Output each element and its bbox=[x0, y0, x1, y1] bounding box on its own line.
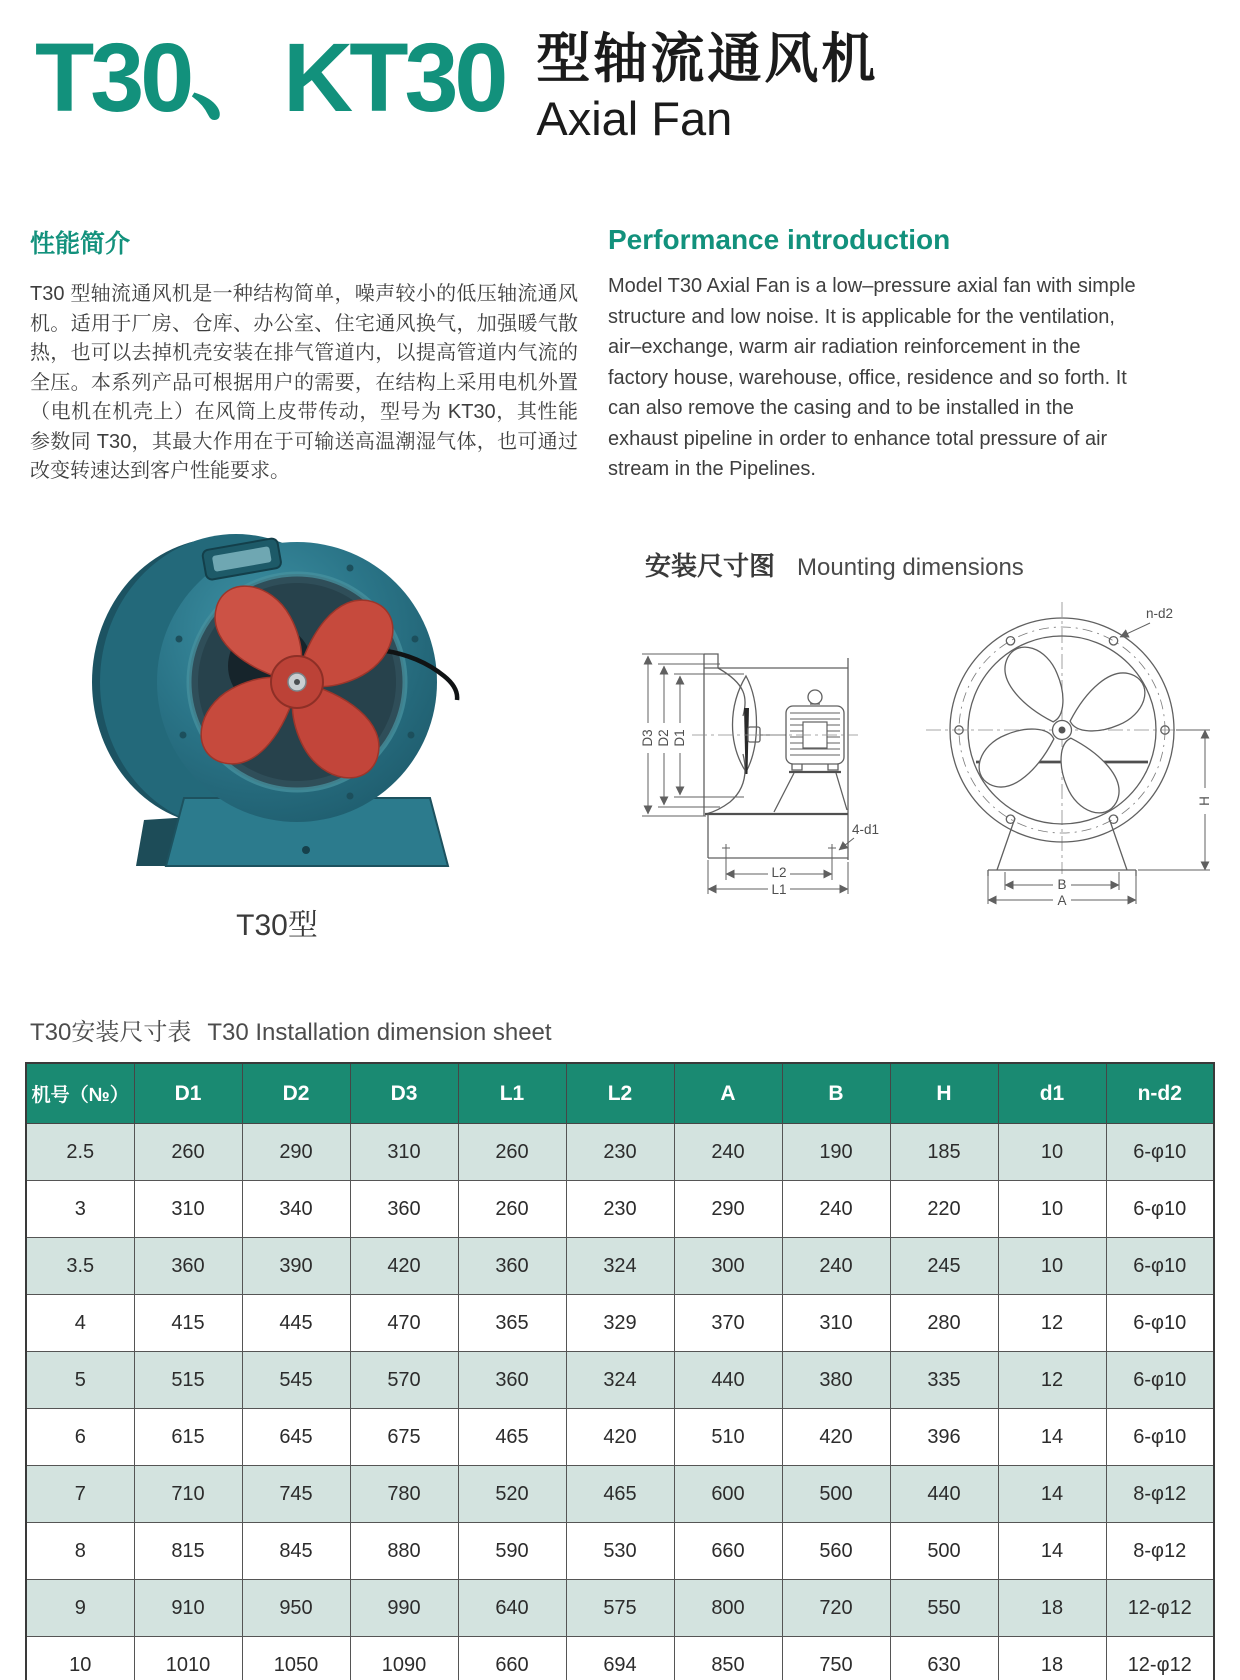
table-cell: 520 bbox=[458, 1466, 566, 1523]
table-cell: 780 bbox=[350, 1466, 458, 1523]
table-cell: 240 bbox=[782, 1181, 890, 1238]
column-header: D1 bbox=[134, 1063, 242, 1124]
table-cell: 260 bbox=[458, 1124, 566, 1181]
column-header: H bbox=[890, 1063, 998, 1124]
table-cell: 1010 bbox=[134, 1637, 242, 1680]
table-cell: 465 bbox=[458, 1409, 566, 1466]
column-header: B bbox=[782, 1063, 890, 1124]
table-row bbox=[26, 1637, 1214, 1680]
mounting-heading-en: Mounting dimensions bbox=[797, 554, 1024, 581]
table-cell: 280 bbox=[890, 1295, 998, 1352]
table-cell: 190 bbox=[782, 1124, 890, 1181]
table-cell: 324 bbox=[566, 1352, 674, 1409]
table-cell: 185 bbox=[890, 1124, 998, 1181]
dim-label-l1: L1 bbox=[771, 882, 787, 896]
table-cell: 420 bbox=[350, 1238, 458, 1295]
dim-label-b: B bbox=[1057, 877, 1067, 892]
dim-label-4d1: 4-d1 bbox=[852, 822, 880, 837]
table-cell: 645 bbox=[242, 1409, 350, 1466]
table-cell: 6-φ10 bbox=[1106, 1352, 1214, 1409]
table-cell: 415 bbox=[134, 1295, 242, 1352]
table-cell: 310 bbox=[782, 1295, 890, 1352]
table-cell: 310 bbox=[350, 1124, 458, 1181]
table-cell: 750 bbox=[782, 1637, 890, 1680]
dim-label-d2: D2 bbox=[656, 729, 671, 747]
sheet-title-en: T30 Installation dimension sheet bbox=[207, 1019, 552, 1046]
table-header-row bbox=[26, 1063, 1214, 1124]
table-cell: 10 bbox=[998, 1238, 1106, 1295]
table-cell: 590 bbox=[458, 1523, 566, 1580]
fan-hub bbox=[271, 656, 323, 708]
table-row bbox=[26, 1352, 1214, 1409]
table-cell: 660 bbox=[458, 1637, 566, 1680]
table-cell: 640 bbox=[458, 1580, 566, 1637]
header-subtitle-en: Axial Fan bbox=[536, 92, 733, 145]
photo-caption: T30型 bbox=[236, 909, 318, 942]
table-row bbox=[26, 1238, 1214, 1295]
table-cell: 6-φ10 bbox=[1106, 1295, 1214, 1352]
table-cell: 10 bbox=[998, 1181, 1106, 1238]
table-cell: 710 bbox=[134, 1466, 242, 1523]
table-cell: 850 bbox=[674, 1637, 782, 1680]
table-row bbox=[26, 1466, 1214, 1523]
dim-label-a: A bbox=[1057, 893, 1067, 907]
header-subtitle-cn: 型轴流通风机 bbox=[536, 29, 879, 89]
table-cell: 800 bbox=[674, 1580, 782, 1637]
table-cell: 440 bbox=[890, 1466, 998, 1523]
table-cell: 420 bbox=[566, 1409, 674, 1466]
table-cell: 290 bbox=[674, 1181, 782, 1238]
table-cell: 360 bbox=[134, 1238, 242, 1295]
table-cell: 675 bbox=[350, 1409, 458, 1466]
column-header: A bbox=[674, 1063, 782, 1124]
table-cell: 329 bbox=[566, 1295, 674, 1352]
intro-en-body: Model T30 Axial Fan is a low–pressure axial fan with simple structure and low noise. It is applicable for the ventilation, air–exchange, warm air radiation reinforcement in the factory house, warehouse, office, residence and so forth. It can also remove the casing and to be installed in the exhaust pipeline in order to enhance total pressure of air stream in the Pipelines. bbox=[608, 275, 1136, 480]
table-cell: 396 bbox=[890, 1409, 998, 1466]
mounting-heading bbox=[645, 546, 1024, 583]
dim-label-h: H bbox=[1197, 796, 1212, 806]
table-cell: 18 bbox=[998, 1637, 1106, 1680]
brand-title: T30、KT30 bbox=[35, 23, 505, 132]
table-cell: 365 bbox=[458, 1295, 566, 1352]
installation-table bbox=[25, 1062, 1215, 1680]
column-header: n-d2 bbox=[1106, 1063, 1214, 1124]
table-cell: 360 bbox=[350, 1181, 458, 1238]
table-body bbox=[26, 1124, 1214, 1680]
intro-en-heading: Performance introduction bbox=[608, 224, 951, 255]
table-cell: 12-φ12 bbox=[1106, 1637, 1214, 1680]
table-cell: 370 bbox=[674, 1295, 782, 1352]
sheet-title-cn: T30安装尺寸表 bbox=[30, 1019, 192, 1046]
table-cell: 240 bbox=[782, 1238, 890, 1295]
dim-label-d1: D1 bbox=[672, 729, 687, 747]
table-cell: 745 bbox=[242, 1466, 350, 1523]
side-view-drawing bbox=[596, 596, 908, 896]
table-cell: 845 bbox=[242, 1523, 350, 1580]
intro-cn-heading: 性能简介 bbox=[30, 230, 131, 258]
table-cell: 310 bbox=[134, 1181, 242, 1238]
table-cell: 8 bbox=[26, 1523, 134, 1580]
table-cell: 440 bbox=[674, 1352, 782, 1409]
front-view-drawing bbox=[912, 582, 1237, 907]
table-cell: 470 bbox=[350, 1295, 458, 1352]
table-cell: 550 bbox=[890, 1580, 998, 1637]
fan-base-screw bbox=[302, 846, 310, 854]
table-cell: 1090 bbox=[350, 1637, 458, 1680]
table-cell: 950 bbox=[242, 1580, 350, 1637]
column-header: L1 bbox=[458, 1063, 566, 1124]
table-cell: 6-φ10 bbox=[1106, 1124, 1214, 1181]
table-cell: 360 bbox=[458, 1352, 566, 1409]
table-cell: 290 bbox=[242, 1124, 350, 1181]
intro-en-section bbox=[608, 224, 1136, 485]
table-cell: 230 bbox=[566, 1124, 674, 1181]
table-cell: 12-φ12 bbox=[1106, 1580, 1214, 1637]
table-cell: 600 bbox=[674, 1466, 782, 1523]
table-row bbox=[26, 1523, 1214, 1580]
table-cell: 245 bbox=[890, 1238, 998, 1295]
column-header: D3 bbox=[350, 1063, 458, 1124]
intro-cn-section bbox=[30, 224, 578, 487]
table-cell: 324 bbox=[566, 1238, 674, 1295]
table-cell: 465 bbox=[566, 1466, 674, 1523]
table-cell: 3.5 bbox=[26, 1238, 134, 1295]
column-header: L2 bbox=[566, 1063, 674, 1124]
header-subtitle bbox=[536, 30, 878, 146]
table-cell: 3 bbox=[26, 1181, 134, 1238]
table-cell: 445 bbox=[242, 1295, 350, 1352]
table-cell: 340 bbox=[242, 1181, 350, 1238]
table-cell: 380 bbox=[782, 1352, 890, 1409]
table-cell: 2.5 bbox=[26, 1124, 134, 1181]
product-photo-illustration bbox=[92, 500, 492, 885]
table-cell: 5 bbox=[26, 1352, 134, 1409]
table-cell: 910 bbox=[134, 1580, 242, 1637]
table-cell: 560 bbox=[782, 1523, 890, 1580]
table-cell: 575 bbox=[566, 1580, 674, 1637]
table-cell: 6-φ10 bbox=[1106, 1238, 1214, 1295]
table-cell: 260 bbox=[134, 1124, 242, 1181]
column-header: D2 bbox=[242, 1063, 350, 1124]
table-cell: 570 bbox=[350, 1352, 458, 1409]
table-cell: 14 bbox=[998, 1466, 1106, 1523]
table-row bbox=[26, 1409, 1214, 1466]
table-cell: 6-φ10 bbox=[1106, 1409, 1214, 1466]
dim-label-l2: L2 bbox=[771, 865, 787, 880]
table-row bbox=[26, 1295, 1214, 1352]
table-cell: 10 bbox=[998, 1124, 1106, 1181]
table-cell: 12 bbox=[998, 1352, 1106, 1409]
table-cell: 510 bbox=[674, 1409, 782, 1466]
table-cell: 8-φ12 bbox=[1106, 1466, 1214, 1523]
table-row bbox=[26, 1580, 1214, 1637]
table-cell: 220 bbox=[890, 1181, 998, 1238]
masthead bbox=[35, 18, 878, 146]
table-cell: 990 bbox=[350, 1580, 458, 1637]
table-cell: 390 bbox=[242, 1238, 350, 1295]
mounting-heading-cn: 安装尺寸图 bbox=[645, 551, 776, 581]
table-cell: 18 bbox=[998, 1580, 1106, 1637]
table-cell: 300 bbox=[674, 1238, 782, 1295]
column-header: 机号（№） bbox=[26, 1063, 134, 1124]
table-cell: 335 bbox=[890, 1352, 998, 1409]
table-cell: 545 bbox=[242, 1352, 350, 1409]
dim-label-d3: D3 bbox=[640, 729, 655, 747]
table-cell: 420 bbox=[782, 1409, 890, 1466]
table-cell: 6 bbox=[26, 1409, 134, 1466]
table-cell: 660 bbox=[674, 1523, 782, 1580]
table-cell: 880 bbox=[350, 1523, 458, 1580]
table-cell: 720 bbox=[782, 1580, 890, 1637]
table-cell: 4 bbox=[26, 1295, 134, 1352]
table-cell: 230 bbox=[566, 1181, 674, 1238]
table-cell: 360 bbox=[458, 1238, 566, 1295]
table-cell: 14 bbox=[998, 1409, 1106, 1466]
table-cell: 500 bbox=[890, 1523, 998, 1580]
table-cell: 815 bbox=[134, 1523, 242, 1580]
table-cell: 6-φ10 bbox=[1106, 1181, 1214, 1238]
table-cell: 1050 bbox=[242, 1637, 350, 1680]
table-cell: 630 bbox=[890, 1637, 998, 1680]
table-cell: 8-φ12 bbox=[1106, 1523, 1214, 1580]
table-cell: 14 bbox=[998, 1523, 1106, 1580]
table-cell: 240 bbox=[674, 1124, 782, 1181]
table-cell: 9 bbox=[26, 1580, 134, 1637]
table-row bbox=[26, 1124, 1214, 1181]
dim-label-nd2: n-d2 bbox=[1146, 606, 1174, 621]
table-cell: 7 bbox=[26, 1466, 134, 1523]
table-cell: 694 bbox=[566, 1637, 674, 1680]
intro-cn-body: T30 型轴流通风机是一种结构简单，噪声较小的低压轴流通风机。适用于厂房、仓库、办公室、住宅通风换气，加强暖气散热，也可以去掉机壳安装在排气管道内，以提高管道内气流的全压。本系列产品可根据用户的需要，在结构上采用电机外置（电机在机壳上）在风筒上皮带传动，型号为 KT30，其性能参数同 T30，其最大作用在于可输送高温潮湿气体，也可通过改变转速达到客户性能要求。 bbox=[30, 283, 578, 482]
table-row bbox=[26, 1181, 1214, 1238]
table-cell: 12 bbox=[998, 1295, 1106, 1352]
table-cell: 10 bbox=[26, 1637, 134, 1680]
column-header: d1 bbox=[998, 1063, 1106, 1124]
table-cell: 515 bbox=[134, 1352, 242, 1409]
table-cell: 615 bbox=[134, 1409, 242, 1466]
table-cell: 260 bbox=[458, 1181, 566, 1238]
table-cell: 500 bbox=[782, 1466, 890, 1523]
sheet-title bbox=[30, 1012, 552, 1047]
table-cell: 530 bbox=[566, 1523, 674, 1580]
